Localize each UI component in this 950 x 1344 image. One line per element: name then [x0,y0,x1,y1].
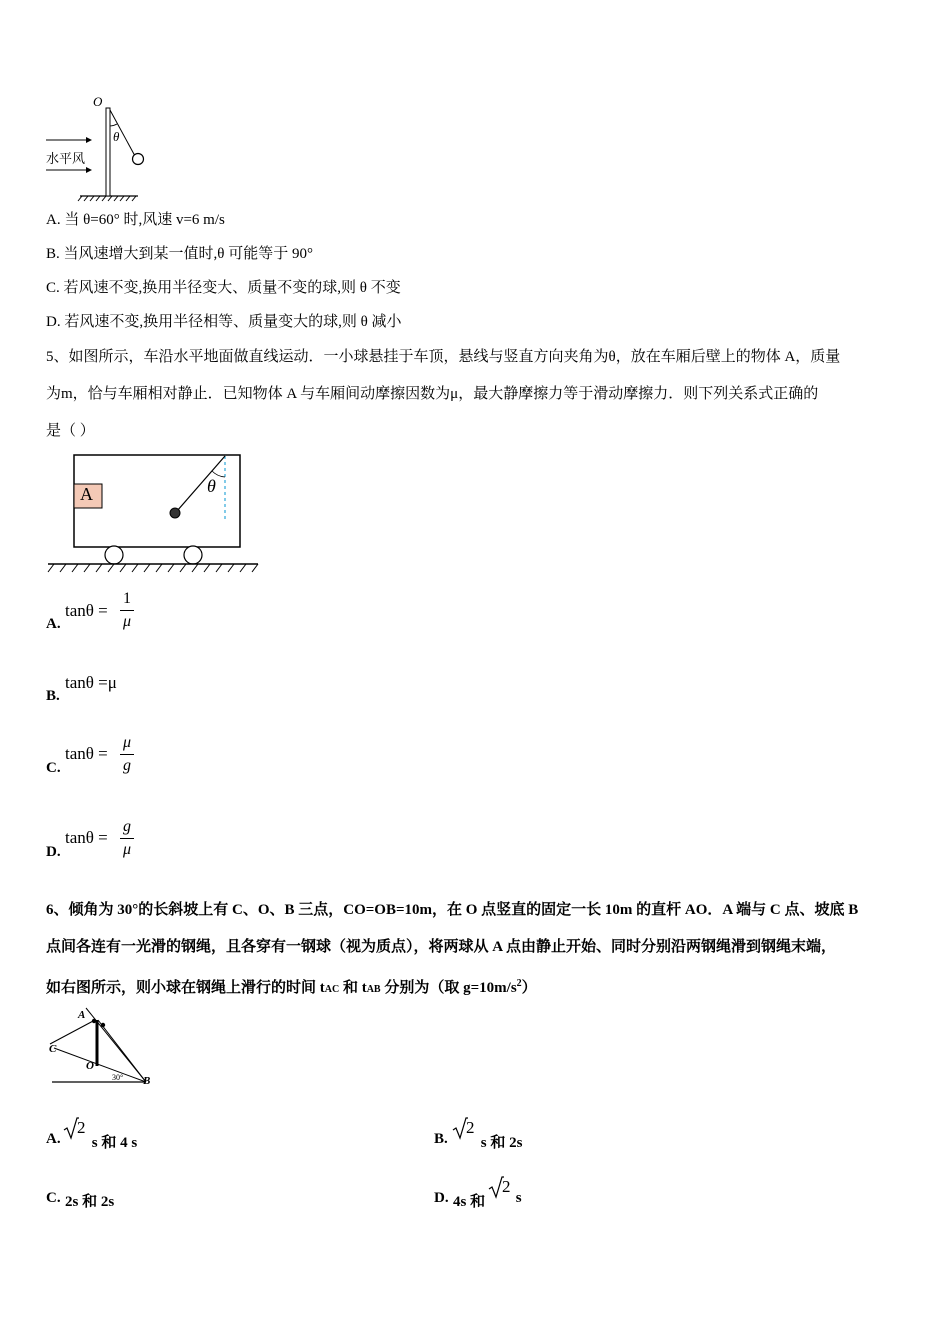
q6-option-d-letter: D. [434,1190,449,1206]
q5-option-a-den: μ [122,613,132,630]
q5-option-c-num: μ [122,734,132,751]
q5-stem-line1: 5、如图所示，车沿水平地面做直线运动．一小球悬挂于车顶，悬线与竖直方向夹角为θ，放在车厢后壁上的物体 A，质量 [46,349,841,365]
q5-option-c-lhs: tanθ = [65,744,108,763]
q6-option-d-rest: s [512,1190,522,1206]
q5-option-a-lhs: tanθ = [65,601,108,620]
q5-label-theta: θ [207,476,216,496]
q6-option-a-radicand: 2 [77,1118,86,1137]
q6-stem-line3-part4: ） [521,980,537,996]
q6-sup-2: 2 [516,978,522,989]
q4-option-c: C. 若风速不变,换用半径变大、质量不变的球,则 θ 不变 [46,280,401,296]
q5-option-a-num: 1 [123,590,131,607]
fraction-bar [120,754,134,755]
q5-label-a: A [80,484,93,504]
q6-label-a: A [78,1009,86,1021]
q6-sub-ac: AC [324,984,340,995]
q6-sub-ab: AB [366,984,381,995]
q5-option-d-letter: D. [46,844,61,860]
q6-option-d-radicand: 2 [502,1177,511,1196]
q5-option-d-den: μ [122,841,132,858]
q5-stem-line3: 是（ ） [46,423,95,439]
q6-stem-line1: 6、倾角为 30°的长斜坡上有 C、O、B 三点，CO=OB=10m，在 O 点竖直的固定一长 10m 的直杆 AO．A 端与 C 点、坡底 B [46,902,859,918]
q6-label-c: C [49,1043,57,1055]
q5-option-d-fraction [120,817,134,860]
q5-option-a-letter: A. [46,616,61,632]
q4-label-wind: 水平风 [46,152,86,167]
q5-option-c-den: g [123,757,131,774]
q6-stem-line3-part1: 如右图所示，则小球在钢绳上滑行的时间 t [46,980,325,996]
q5-option-a-fraction [120,589,134,632]
q4-label-o: O [93,94,103,109]
q6-stem-line3-part3: 分别为（取 g=10m/s [380,980,517,996]
q6-label-o: O [86,1060,94,1072]
q6-option-c-letter: C. [46,1190,61,1206]
q6-option-a-letter: A. [46,1131,61,1147]
fraction-bar [120,838,134,839]
q5-option-c-fraction [120,733,134,776]
q6-option-d-text: 4s 和 [453,1194,489,1210]
fraction-bar [120,610,134,611]
q6-label-b: B [143,1075,151,1087]
q5-cart-figure [44,450,264,576]
q6-stem-line3 [46,974,537,1000]
q6-slope-figure [46,1004,156,1090]
q6-option-b-radicand: 2 [466,1118,475,1137]
q6-stem-line2: 点间各连有一光滑的钢绳，且各穿有一钢球（视为质点），将两球从 A 点由静止开始、同时分别沿两钢绳滑到钢绳末端， [46,939,837,955]
q6-stem-line3-part2: 和 t [339,980,367,996]
q4-option-d: D. 若风速不变,换用半径相等、质量变大的球,则 θ 减小 [46,314,402,330]
q4-option-a: A. 当 θ=60° 时,风速 v=6 m/s [46,212,225,228]
q4-option-b: B. 当风速增大到某一值时,θ 可能等于 90° [46,246,313,262]
q6-option-b-rest: s 和 2s [477,1135,523,1151]
q5-option-d-num: g [123,818,131,835]
q5-option-b-letter: B. [46,688,60,704]
q6-option-b-letter: B. [434,1131,448,1147]
q6-option-c-text: 2s 和 2s [65,1194,115,1210]
q5-option-c-letter: C. [46,760,61,776]
q6-option-a-rest: s 和 4 s [88,1135,138,1151]
q5-option-b-lhs: tanθ =μ [65,673,117,692]
q5-option-d-lhs: tanθ = [65,828,108,847]
q4-label-theta: θ [113,129,120,144]
q6-label-angle: 30° [112,1073,124,1082]
q5-stem-line2: 为m，恰与车厢相对静止．已知物体 A 与车厢间动摩擦因数为μ，最大静摩擦力等于滑动摩擦力．则下列关系式正确的 [46,386,819,402]
